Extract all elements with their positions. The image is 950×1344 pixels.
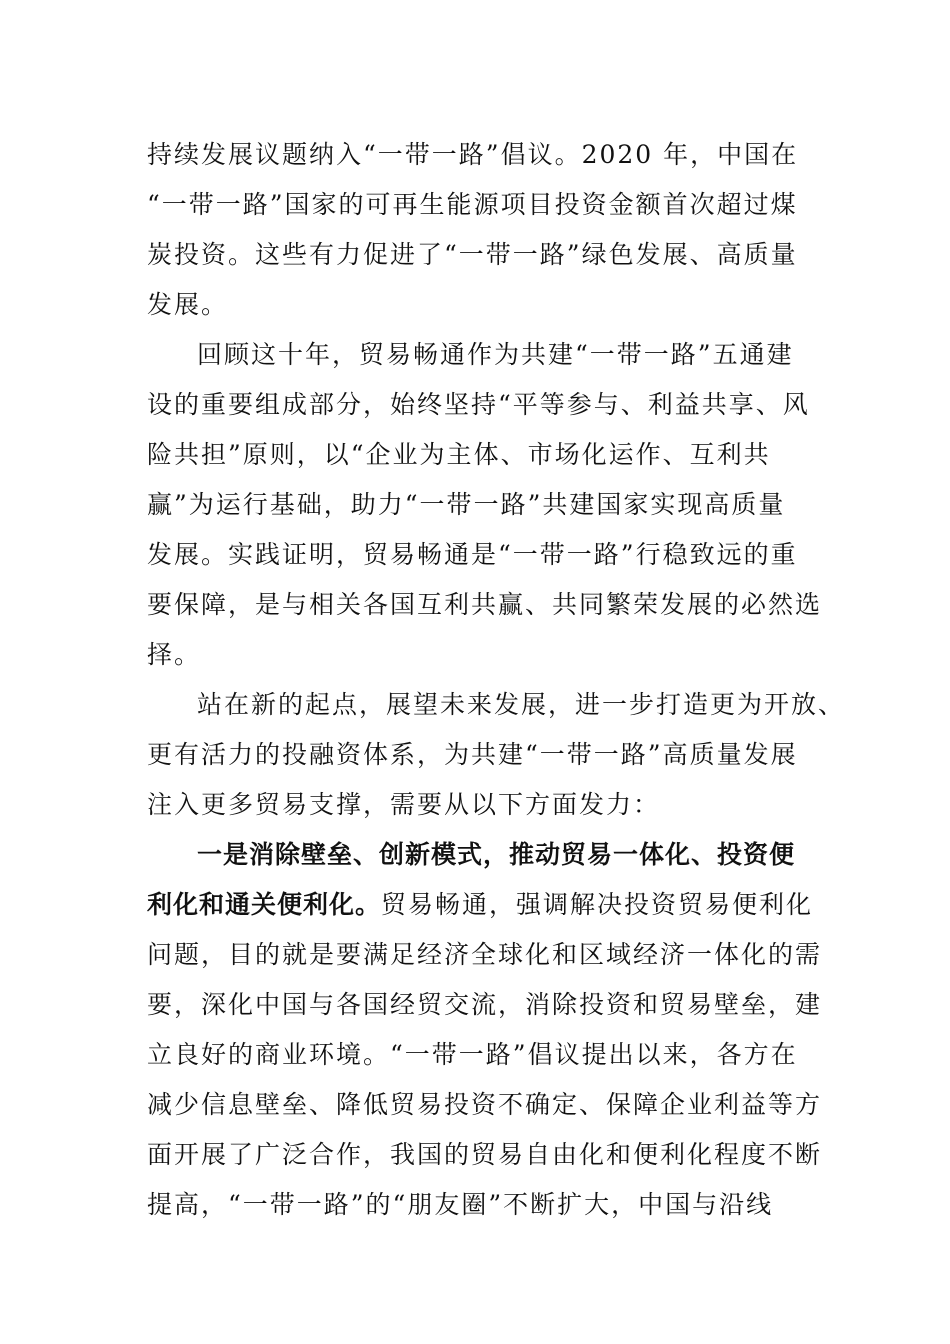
- text-line: 站在新的起点，展望未来发展，进一步打造更为开放、: [197, 690, 846, 719]
- paragraph-1: [147, 130, 837, 330]
- text-line: 提高，“一带一路”的“朋友圈”不断扩大，中国与沿线: [147, 1190, 774, 1219]
- text-line: 险共担”原则，以“企业为主体、市场化运作、互利共: [147, 440, 771, 469]
- paragraph-3: [147, 680, 846, 830]
- text-line: [147, 880, 837, 930]
- bold-heading: 利化和通关便利化。: [147, 890, 382, 919]
- text-line: 发展。: [147, 290, 229, 319]
- text-line: [147, 830, 837, 880]
- text-line: 持续发展议题纳入“一带一路”倡议。2020 年，中国在: [147, 140, 799, 169]
- text-line: 更有活力的投融资体系，为共建“一带一路”高质量发展: [147, 740, 798, 769]
- text-line: 炭投资。这些有力促进了“一带一路”绿色发展、高质量: [147, 240, 798, 269]
- text-line: 赢”为运行基础，助力“一带一路”共建国家实现高质量: [147, 490, 786, 519]
- text-line: 减少信息壁垒、降低贸易投资不确定、保障企业利益等方: [147, 1090, 823, 1119]
- text-line: 立良好的商业环境。“一带一路”倡议提出以来，各方在: [147, 1040, 798, 1069]
- text-run: 贸易畅通，强调解决投资贸易便利化: [381, 890, 814, 919]
- paragraph-4: [147, 830, 837, 1230]
- text-line: 问题，目的就是要满足经济全球化和区域经济一体化的需: [147, 940, 823, 969]
- text-line: 发展。实践证明，贸易畅通是“一带一路”行稳致远的重: [147, 540, 798, 569]
- text-line: 注入更多贸易支撑，需要从以下方面发力：: [147, 790, 661, 819]
- text-line: “一带一路”国家的可再生能源项目投资金额首次超过煤: [147, 190, 798, 219]
- text-line: 回顾这十年，贸易畅通作为共建“一带一路”五通建: [197, 340, 794, 369]
- text-line: 面开展了广泛合作，我国的贸易自由化和便利化程度不断: [147, 1140, 823, 1169]
- bold-heading: 一是消除壁垒、创新模式，推动贸易一体化、投资便: [197, 840, 796, 869]
- text-line: 要，深化中国与各国经贸交流，消除投资和贸易壁垒，建: [147, 990, 823, 1019]
- text-line: 设的重要组成部分，始终坚持“平等参与、利益共享、风: [147, 390, 810, 419]
- paragraph-2: [147, 330, 837, 680]
- text-line: 择。: [147, 640, 202, 669]
- body-text: [147, 130, 846, 1230]
- text-line: 要保障，是与相关各国互利共赢、共同繁荣发展的必然选: [147, 590, 823, 619]
